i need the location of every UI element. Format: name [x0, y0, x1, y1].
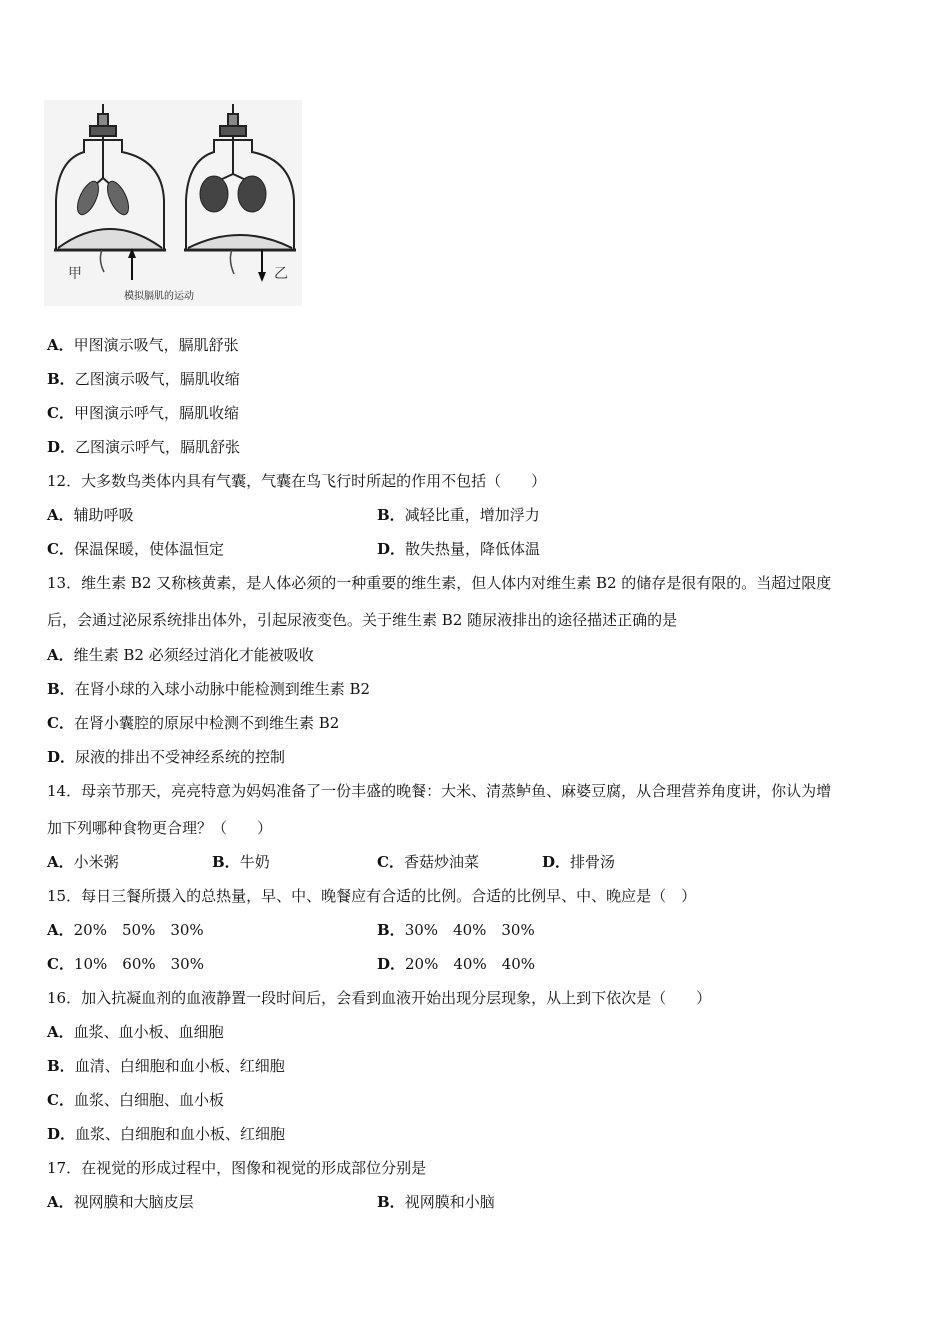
q17-option-a: A．视网膜和大脑皮层 [47, 1193, 194, 1211]
q15-stem: 15．每日三餐所摄入的总热量，早、中、晚餐应有合适的比例。合适的比例早、中、晚应是（ ） [47, 887, 697, 905]
q13-option-a: A．维生素 B2 必须经过消化才能被吸收 [47, 646, 314, 664]
q16-stem: 16．加入抗凝血剂的血液静置一段时间后，会看到血液开始出现分层现象，从上到下依次是（ ） [47, 989, 712, 1007]
q13-stem-line1: 13．维生素 B2 又称核黄素，是人体必须的一种重要的维生素，但人体内对维生素 B2 的储存是很有限的。当超过限度 [47, 574, 832, 592]
q13-option-c: C．在肾小囊腔的原尿中检测不到维生素 B2 [47, 714, 340, 732]
option-text: 乙图演示吸气，膈肌收缩 [74, 370, 240, 388]
q15-option-b: B．30% 40% 30% [377, 921, 535, 939]
label-jia: 甲 [68, 266, 82, 282]
q14-option-c: C．香菇炒油菜 [377, 853, 479, 871]
q15-options-row1 [47, 920, 907, 940]
q16-option-c: C．血浆、白细胞、血小板 [47, 1091, 224, 1109]
q14-option-d: D．排骨汤 [542, 853, 616, 871]
q11-option-d [47, 437, 240, 457]
q16-option-d: D．血浆、白细胞和血小板、红细胞 [47, 1125, 286, 1143]
option-letter: A． [47, 336, 74, 354]
q16-option-a: A．血浆、血小板、血细胞 [47, 1023, 224, 1041]
q15-option-d: D．20% 40% 40% [377, 955, 536, 973]
option-letter: C． [47, 404, 74, 422]
q12-options-row1 [47, 505, 907, 525]
diaphragm-model-diagram [44, 100, 302, 306]
q12-options-row2 [47, 539, 907, 559]
q11-option-a [47, 335, 239, 355]
option-text: 甲图演示呼气，膈肌收缩 [73, 404, 239, 422]
option-letter: D． [47, 438, 76, 456]
q14-option-b: B．牛奶 [212, 853, 270, 871]
q12-option-c: C．保温保暖，使体温恒定 [47, 540, 224, 558]
q12-option-b: B．减轻比重，增加浮力 [377, 506, 540, 524]
option-text: 甲图演示吸气，膈肌舒张 [73, 336, 239, 354]
q17-options-row [47, 1192, 907, 1212]
figure-caption: 模拟膈肌的运动 [124, 291, 194, 302]
label-yi: 乙 [274, 266, 288, 282]
q14-stem-line2: 加下列哪种食物更合理？（ ） [47, 819, 273, 837]
q15-option-c: C．10% 60% 30% [47, 955, 204, 973]
q17-stem: 17．在视觉的形成过程中，图像和视觉的形成部位分别是 [47, 1159, 427, 1177]
q12-option-a: A．辅助呼吸 [47, 506, 134, 524]
q15-option-a: A．20% 50% 30% [47, 921, 204, 939]
q16-option-b: B．血清、白细胞和血小板、红细胞 [47, 1057, 285, 1075]
q13-stem-line2: 后，会通过泌尿系统排出体外，引起尿液变色。关于维生素 B2 随尿液排出的途径描述正确的是 [47, 611, 678, 629]
q12-stem: 12．大多数鸟类体内具有气囊，气囊在鸟飞行时所起的作用不包括（ ） [47, 472, 547, 490]
q13-option-b: B．在肾小球的入球小动脉中能检测到维生素 B2 [47, 680, 371, 698]
q15-options-row2 [47, 954, 907, 974]
option-text: 乙图演示呼气，膈肌舒张 [75, 438, 241, 456]
q14-option-a: A．小米粥 [47, 853, 119, 871]
q12-option-d: D．散失热量，降低体温 [377, 540, 541, 558]
q11-option-c [47, 403, 239, 423]
q14-stem-line1: 14．母亲节那天，亮亮特意为妈妈准备了一份丰盛的晚餐：大米、清蒸鲈鱼、麻婆豆腐，从合理营养角度讲，你认为增 [47, 782, 832, 800]
q17-option-b: B．视网膜和小脑 [377, 1193, 495, 1211]
q14-options-row [47, 852, 907, 872]
option-letter: B． [47, 370, 75, 388]
q13-option-d: D．尿液的排出不受神经系统的控制 [47, 748, 286, 766]
diaphragm-model-figure [44, 100, 302, 306]
q11-option-b [47, 369, 240, 389]
